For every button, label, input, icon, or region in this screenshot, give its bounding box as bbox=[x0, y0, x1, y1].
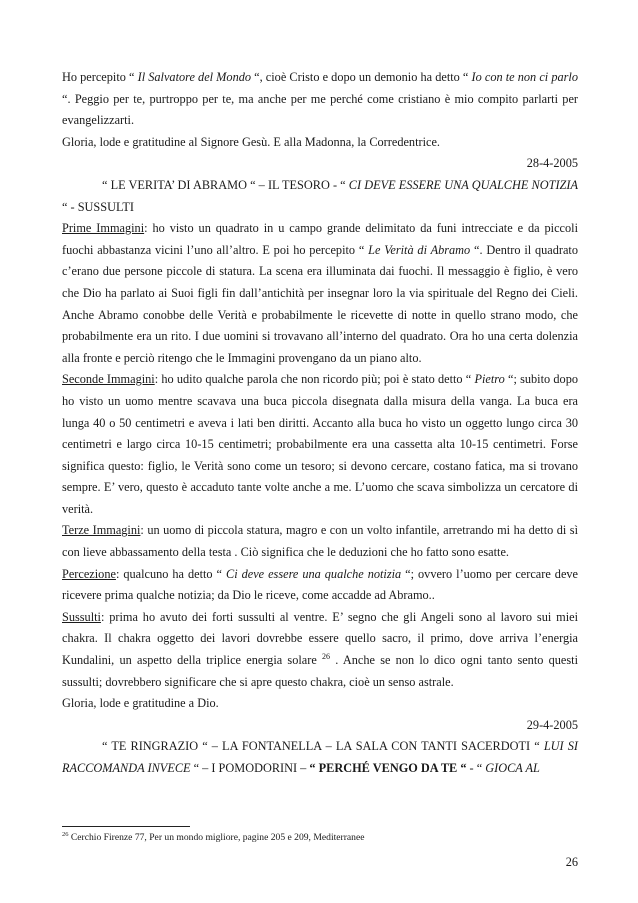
label-prime-immagini: Prime Immagini bbox=[62, 221, 145, 236]
paragraph-prime-immagini: Prime Immagini: ho visto un quadrato in u campo grande delimitato da funi intrecciate e da piccoli fuochi abbastanza vicini l’uno all’altro. E poi ho percepito “ Le Verità di Abramo “. Dentro il quadrato c’erano due persone piccole di statura. La scena era illuminata dai fuochi. Il messaggio è figlio, è vero che Dio ha parlato ai Suoi figli fin dall’antichità per insegnar loro la via spirituale del Regno dei Cieli. Anche Abramo conobbe delle Verità e probabilmente le ricevette di notte in quello strano modo, che probabilmente era un rito. I due uomini si trovavano all’interno del quadrato. Ora ho una certa dolenzia alla fronte e perciò ritengo che le Immagini provengano da un piano alto. bbox=[62, 221, 578, 365]
paragraph-terze-immagini: Terze Immagini: un uomo di piccola statura, magro e con un volto infantile, arretrando mi ha detto di sì con lieve abbassamento della testa . Ciò significa che le deduzioni che ho fatto sono esatte. bbox=[62, 523, 578, 560]
date-heading-1: 28-4-2005 bbox=[526, 156, 578, 171]
paragraph-percezione: Percezione: qualcuno ha detto “ Ci deve essere una qualche notizia “; ovvero l’uomo per cercare deve ricevere prima qualche notizia; da Dio le riceve, come accadde ad Abramo.. bbox=[62, 566, 579, 603]
label-seconde-immagini: Seconde Immagini bbox=[62, 372, 155, 387]
paragraph-sussulti: Sussulti: prima ho avuto dei forti sussulti al ventre. E’ segno che gli Angeli sono al lavoro sui miei chakra. Il chakra oggetto dei lavori dovrebbe essere quello sacro, il primo, dove arriva l’energia Kundalini, un aspetto della triplice energia solare $^{26}$ . Anche se non lo dico ogni tanto sento questi sussulti; dovrebbero significare che si apre questo chakra, cioè un senso astrale. bbox=[62, 609, 579, 689]
label-sussulti: Sussulti bbox=[62, 609, 101, 624]
section-title-2: “ TE RINGRAZIO “ – LA FONTANELLA – LA SALA CON TANTI SACERDOTI “ LUI SI RACCOMANDA INVECE “ – I POMODORINI – “ PERCHÉ VENGO DA TE “ - “ GIOCA AL bbox=[62, 739, 578, 775]
section-title-1: “ LE VERITA’ DI ABRAMO “ – IL TESORO - “ CI DEVE ESSERE UNA QUALCHE NOTIZIA “ - SUSSULTI bbox=[62, 177, 578, 214]
body-text bbox=[62, 67, 578, 780]
footnote-marker: 26 bbox=[62, 830, 69, 838]
footnote-reference[interactable]: 26 bbox=[322, 651, 331, 661]
page-number: 26 bbox=[565, 855, 578, 869]
paragraph-gloria-2: Gloria, lode e gratitudine a Dio. bbox=[62, 696, 219, 711]
paragraph-seconde-immagini: Seconde Immagini: ho udito qualche parola che non ricordo più; poi è stato detto “ Pietro “; subito dopo ho visto un uomo mentre scavava una buca piccola disegnata dalla misura della vanga. La buca era lunga 40 o 50 centimetri e aveva i lati ben diritti. Accanto alla buca ho visto un oggetto lungo circa 30 centimetri e largo circa 10-15 centimetri; probabilmente era una cassetta alta 10-15 centimetri. Forse significa questo: figlio, le Verità sono come un tesoro; si devono cercare, costano fatica, ma si trovano sempre. E’ vero, questo è accaduto tante volte anche a me. L’uomo che scava simbolizza un cercatore di verità. bbox=[62, 372, 578, 516]
footnote-separator bbox=[62, 826, 190, 827]
date-heading-2: 29-4-2005 bbox=[526, 717, 578, 732]
paragraph-percezione-salvatore: Ho percepito “ Il Salvatore del Mondo “, cioè Cristo e dopo un demonio ha detto “ Io con te non ci parlo “. Peggio per te, purtroppo per te, ma anche per me perché come cristiano è mio compito parlarti per evangelizzarti. bbox=[62, 70, 578, 128]
label-percezione: Percezione bbox=[62, 566, 116, 581]
paragraph-gloria-1: Gloria, lode e gratitudine al Signore Gesù. E alla Madonna, la Corredentrice. bbox=[62, 134, 441, 149]
label-terze-immagini: Terze Immagini bbox=[62, 523, 141, 538]
footnote: $^{26}$ Cerchio Firenze 77, Per un mondo migliore, pagine 205 e 209, Mediterranee bbox=[62, 830, 365, 843]
